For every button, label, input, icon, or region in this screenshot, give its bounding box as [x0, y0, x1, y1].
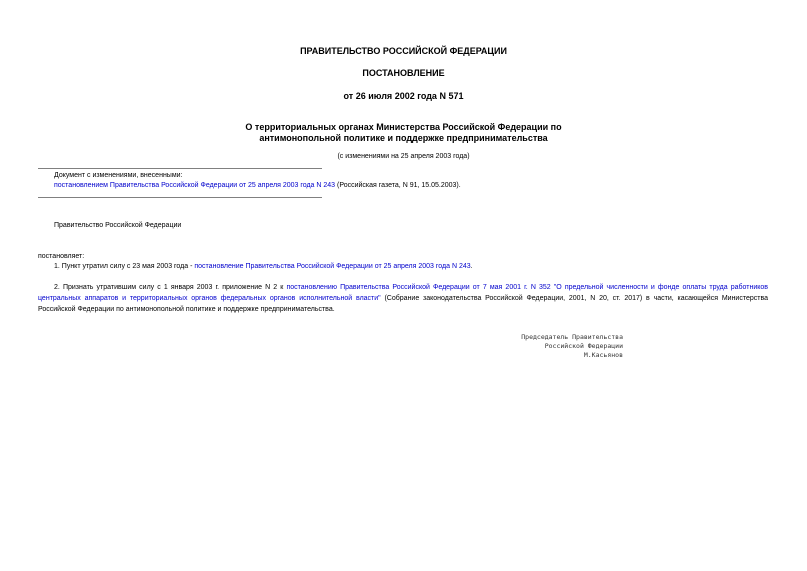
resolves-word: постановляет:: [38, 253, 85, 260]
amendments-top-divider: [38, 168, 322, 169]
document-title: [0, 122, 807, 144]
amendment-source: (Российская газета, N 91, 15.05.2003).: [335, 182, 461, 189]
signature-name: М.Касьянов: [583, 351, 623, 359]
signature-country: Российской Федерации: [544, 342, 623, 350]
document-type: ПОСТАНОВЛЕНИЕ: [362, 68, 445, 78]
paragraph-1: [54, 262, 473, 272]
amendment-link[interactable]: постановлением Правительства Российской Федерации от 25 апреля 2003 года N 243: [54, 182, 336, 189]
amendments-label: Документ с изменениями, внесенными:: [54, 172, 183, 179]
signature-position: Председатель Правительства: [521, 333, 623, 341]
issuing-body: Правительство Российской Федерации: [54, 222, 182, 229]
paragraph-2: [38, 282, 768, 315]
signature-block: [521, 333, 623, 360]
paragraph-1-end: .: [470, 263, 473, 270]
paragraph-1-link[interactable]: постановление Правительства Российской Федерации от 25 апреля 2003 года N 243: [194, 263, 471, 270]
document-title-line2: антимонопольной политике и поддержке предпринимательства: [259, 133, 548, 143]
issuing-authority: ПРАВИТЕЛЬСТВО РОССИЙСКОЙ ФЕДЕРАЦИИ: [300, 46, 507, 56]
paragraph-2-link[interactable]: постановлению Правительства Российской Федерации от 7 мая 2001 г. N 352 "О предельной численности и фонде оплаты труда работников центральных аппаратов и территориальных органов федеральных органов исполнительной власти": [38, 284, 769, 302]
document-date-number: от 26 июля 2002 года N 571: [343, 91, 464, 101]
amendments-entry: [54, 181, 461, 191]
paragraph-2-end: (Собрание законодательства Российской Федерации, 2001, N 20, ст. 2017) в части, касающейся Министерства Российской Федерации по антимонопольной политике и поддержке предпринимательства.: [38, 295, 768, 313]
amendments-bottom-divider: [38, 197, 322, 198]
modification-note: (с изменениями на 25 апреля 2003 года): [337, 153, 470, 160]
document-title-line1: О территориальных органах Министерства Российской Федерации по: [245, 122, 562, 132]
paragraph-1-text: 1. Пункт утратил силу с 23 мая 2003 года -: [54, 263, 195, 270]
paragraph-2-text: 2. Признать утратившим силу с 1 января 2003 г. приложение N 2 к: [54, 284, 287, 291]
